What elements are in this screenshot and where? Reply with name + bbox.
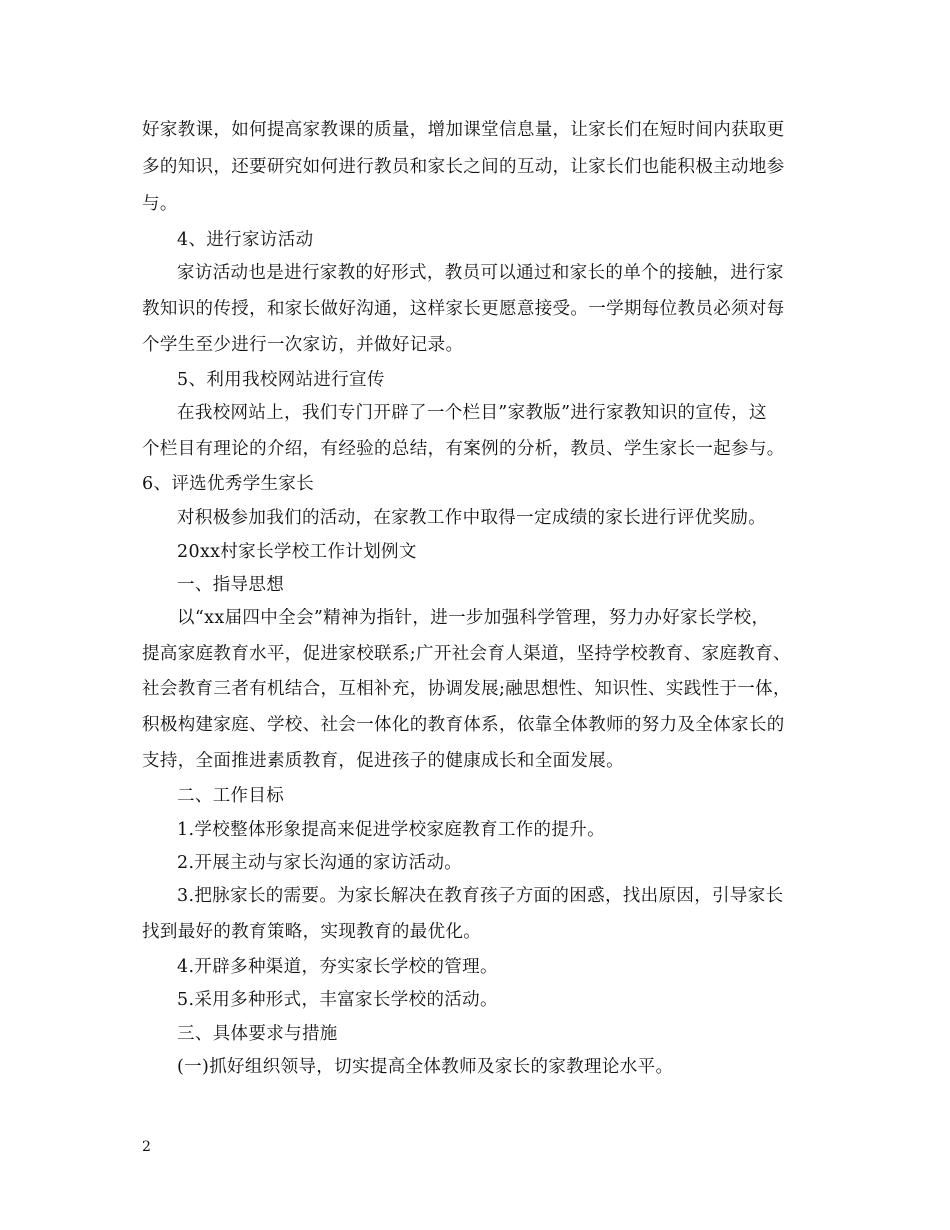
text-line: 以“xx届四中全会”精神为指针，进一步加强科学管理，努力办好家长学校， (177, 608, 770, 628)
section-heading: 一、指导思想 (177, 575, 285, 595)
section-heading: 5、利用我校网站进行宣传 (177, 370, 385, 390)
text-line: 在我校网站上，我们专门开辟了一个栏目”家教版”进行家教知识的宣传，这 (177, 403, 767, 423)
text-line: 好家教课，如何提高家教课的质量，增加课堂信息量，让家长们在短时间内获取更 (142, 120, 785, 140)
text-line: 家访活动也是进行家教的好形式，教员可以通过和家长的单个的接触，进行家 (177, 263, 784, 283)
text-line: 提高家庭教育水平，促进家校联系;广开社会育人渠道，坚持学校教育、家庭教育、 (142, 644, 791, 664)
section-heading: 4、进行家访活动 (177, 230, 314, 250)
text-line: 找到最好的教育策略，实现教育的最优化。 (142, 922, 482, 942)
text-line: 与。 (142, 194, 178, 214)
text-line: 教知识的传授，和家长做好沟通，这样家长更愿意接受。一学期每位教员必须对每 (142, 299, 785, 319)
page-number: 2 (142, 1139, 151, 1155)
list-item: 4.开辟多种渠道，夯实家长学校的管理。 (177, 957, 498, 977)
section-heading: 三、具体要求与措施 (177, 1024, 338, 1044)
text-line: 多的知识，还要研究如何进行教员和家长之间的互动，让家长们也能积极主动地参 (142, 157, 785, 177)
text-line: 社会教育三者有机结合，互相补充，协调发展;融思想性、知识性、实践性于一体， (142, 679, 791, 699)
section-heading: 6、评选优秀学生家长 (142, 474, 315, 494)
text-line: 支持，全面推进素质教育，促进孩子的健康成长和全面发展。 (142, 751, 624, 771)
list-item: 2.开展主动与家长沟通的家访活动。 (177, 853, 463, 873)
list-item: 1.学校整体形象提高来促进学校家庭教育工作的提升。 (177, 820, 605, 840)
section-heading: 二、工作目标 (177, 786, 285, 806)
text-line: 对积极参加我们的活动，在家教工作中取得一定成绩的家长进行评优奖励。 (177, 508, 767, 528)
text-line: 积极构建家庭、学校、社会一体化的教育体系，依靠全体教师的努力及全体家长的 (142, 715, 785, 735)
text-line: (一)抓好组织领导，切实提高全体教师及家长的家教理论水平。 (177, 1057, 674, 1077)
document-title: 20xx村家长学校工作计划例文 (177, 542, 417, 562)
list-item: 5.采用多种形式，丰富家长学校的活动。 (177, 990, 498, 1010)
text-line: 个栏目有理论的介绍，有经验的总结，有案例的分析，教员、学生家长一起参与。 (142, 439, 785, 459)
text-line: 个学生至少进行一次家访，并做好记录。 (142, 335, 464, 355)
list-item: 3.把脉家长的需要。为家长解决在教育孩子方面的困惑，找出原因，引导家长 (177, 886, 784, 906)
